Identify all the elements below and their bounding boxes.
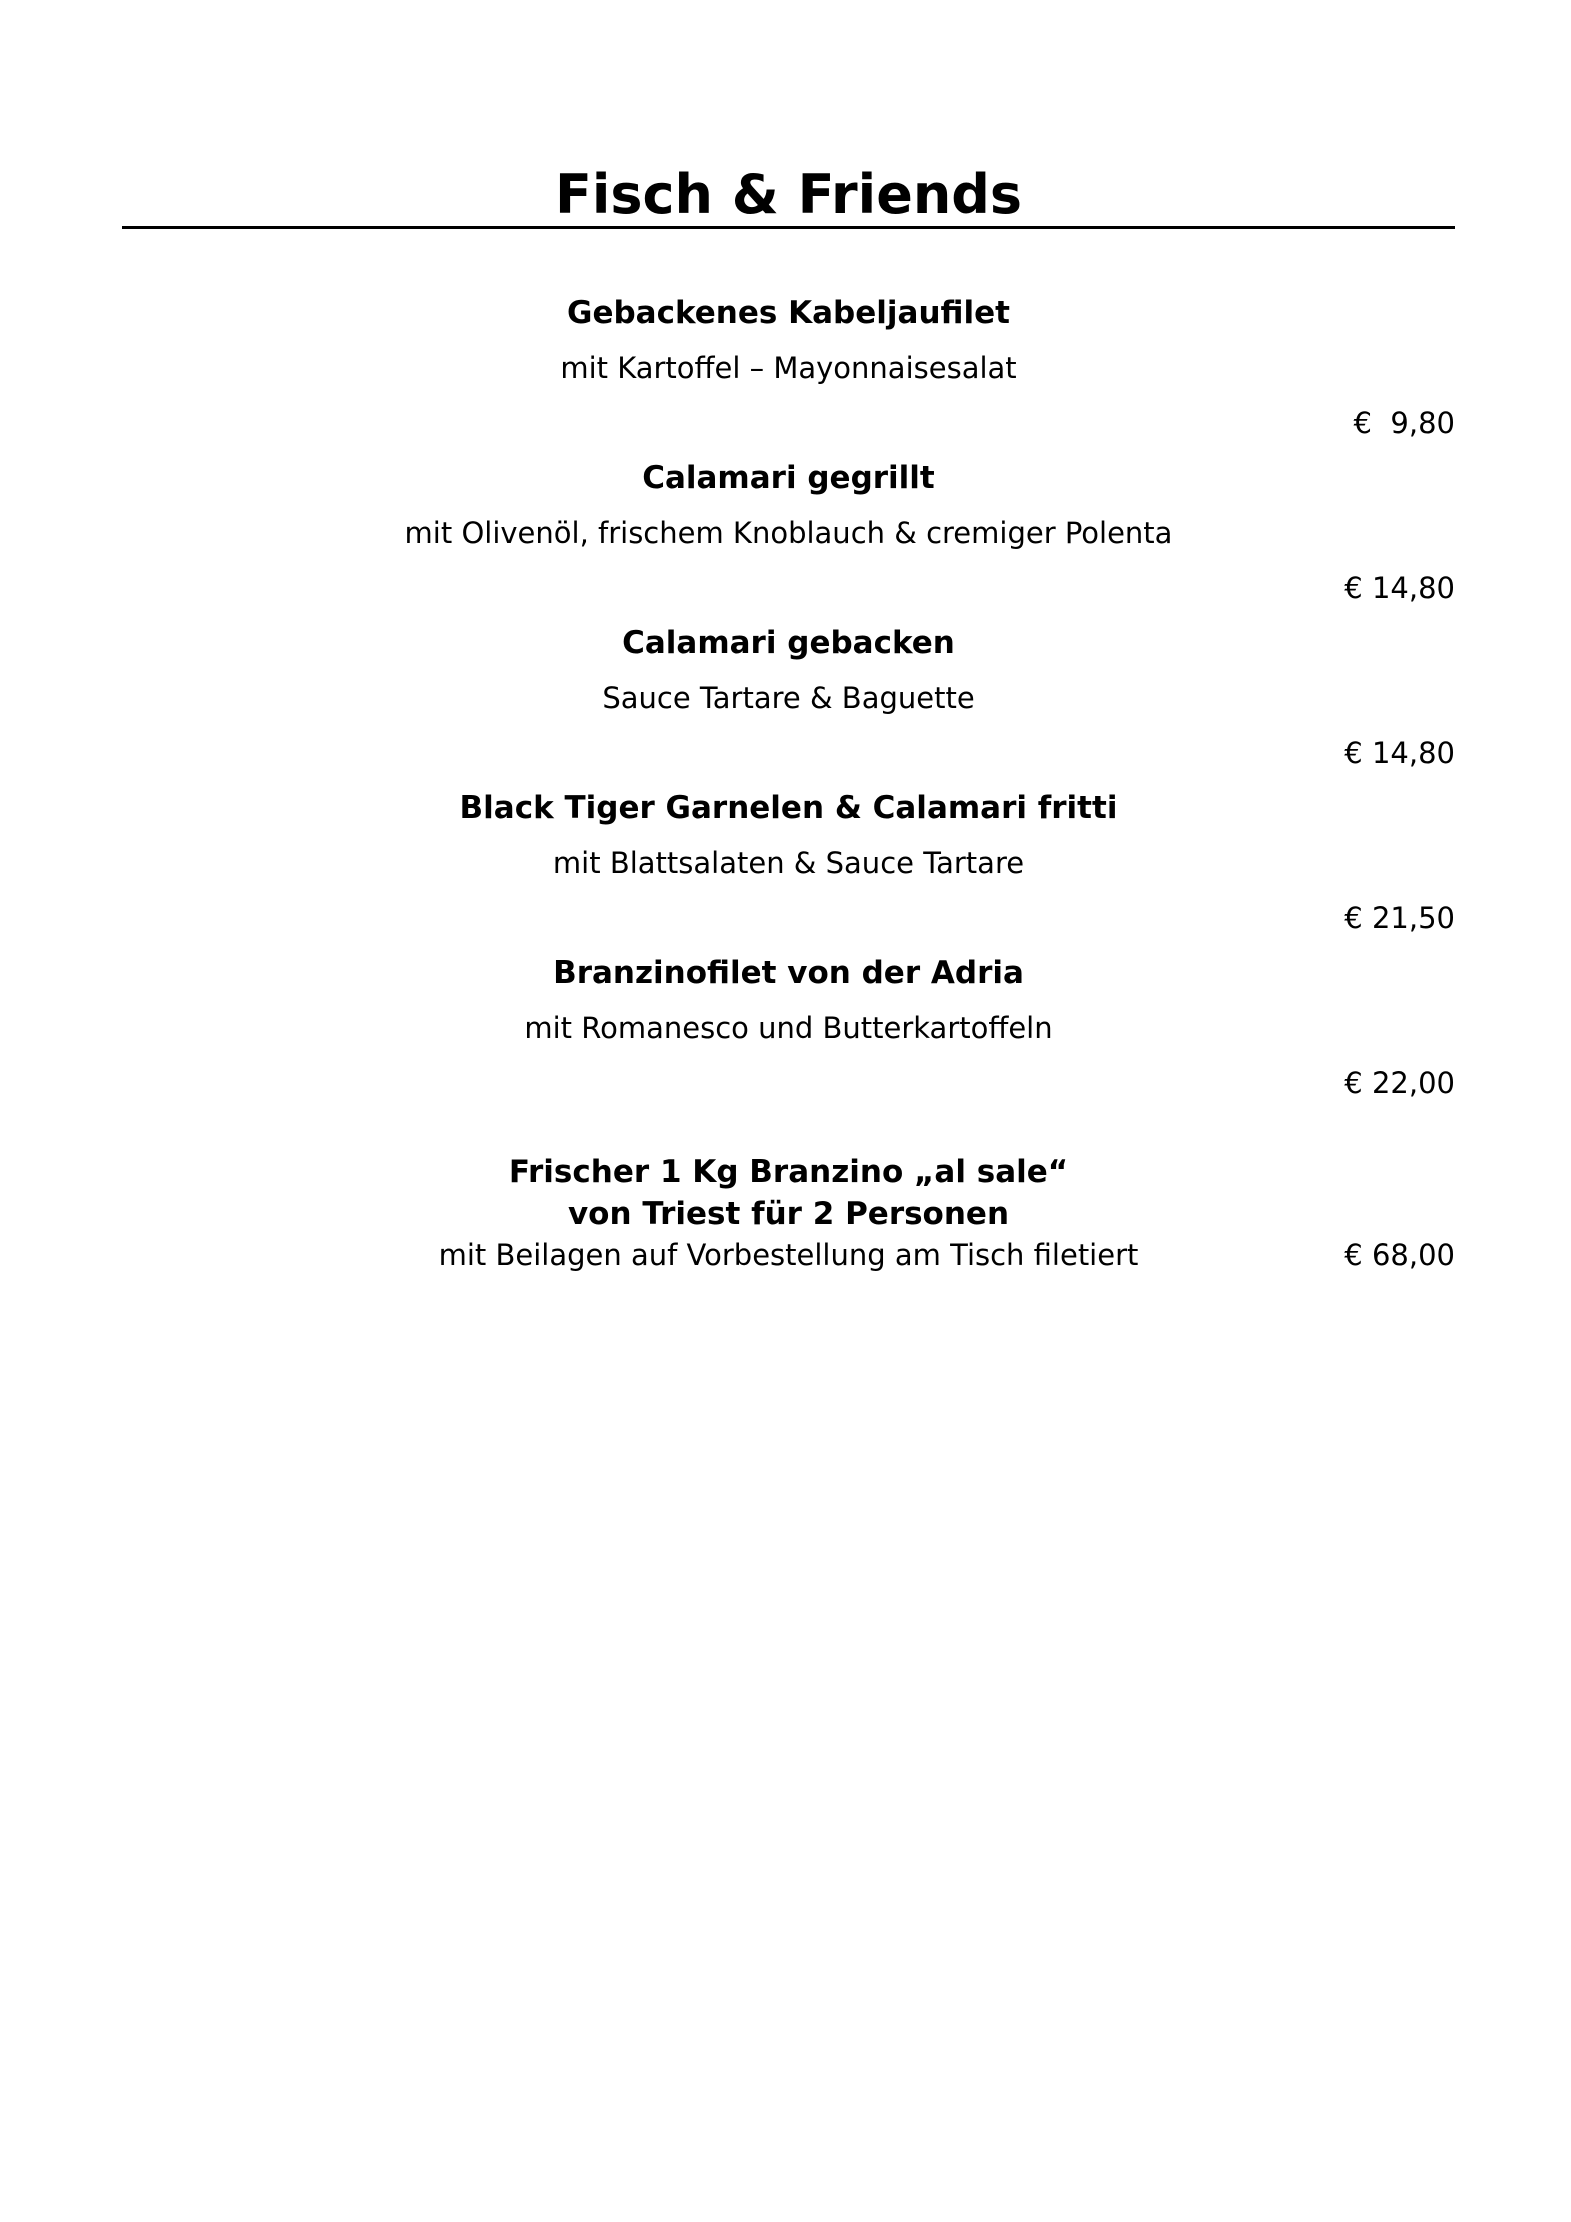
item-name-line-2: von Triest für 2 Personen: [567, 1196, 1010, 1232]
item-description-price-row: [122, 1236, 1455, 1274]
page-title: Fisch & Friends: [554, 163, 1023, 226]
menu-item: [122, 623, 1455, 772]
menu-item: [122, 458, 1455, 607]
item-price: € 14,80: [1344, 736, 1455, 770]
menu-item: [122, 953, 1455, 1102]
menu-item: [122, 293, 1455, 442]
item-price: € 14,80: [1344, 571, 1455, 605]
item-description: Sauce Tartare & Baguette: [602, 681, 975, 715]
item-description: mit Blattsalaten & Sauce Tartare: [552, 846, 1025, 880]
item-price: € 9,80: [1353, 406, 1455, 440]
item-name: Branzinofilet von der Adria: [553, 955, 1024, 991]
item-price: € 21,50: [1344, 901, 1455, 935]
item-price: € 22,00: [1344, 1066, 1455, 1100]
item-name-line-1: Frischer 1 Kg Branzino „al sale“: [508, 1154, 1069, 1190]
item-description: mit Beilagen auf Vorbestellung am Tisch filetiert: [438, 1238, 1139, 1272]
menu-item: [122, 1152, 1455, 1274]
title-divider: [122, 226, 1455, 229]
item-description: mit Romanesco und Butterkartoffeln: [524, 1011, 1053, 1045]
item-price: € 68,00: [1344, 1238, 1455, 1272]
menu-item: [122, 788, 1455, 937]
item-name: Black Tiger Garnelen & Calamari fritti: [459, 790, 1118, 826]
item-name: Calamari gegrillt: [642, 460, 935, 496]
item-description: mit Kartoffel – Mayonnaisesalat: [560, 351, 1017, 385]
item-description: mit Olivenöl, frischem Knoblauch & cremiger Polenta: [404, 516, 1173, 550]
item-name: Gebackenes Kabeljaufilet: [567, 295, 1010, 331]
item-name: Calamari gebacken: [622, 625, 955, 661]
menu-content: [0, 164, 1571, 1274]
